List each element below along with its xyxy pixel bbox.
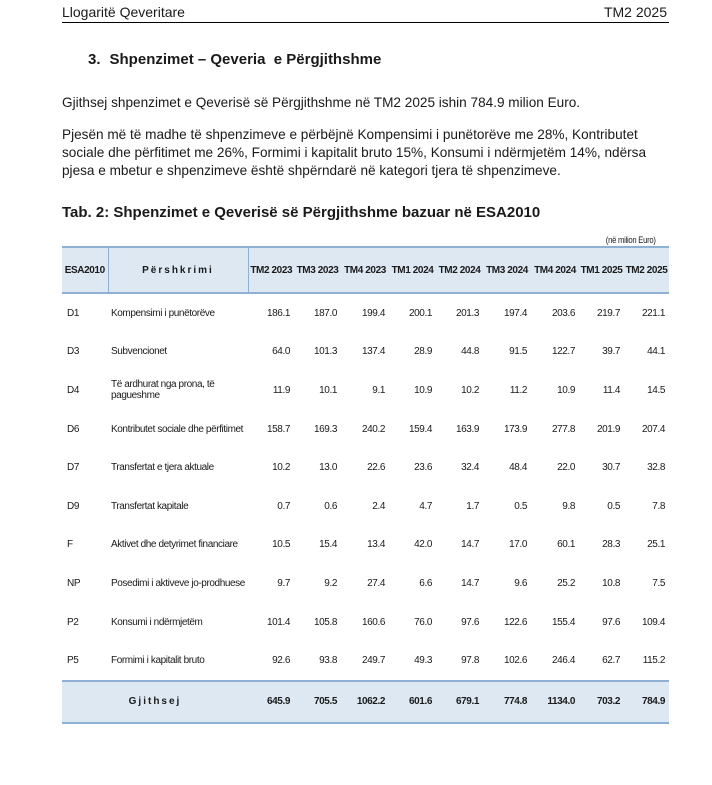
- column-header: TM2 2023: [248, 247, 294, 293]
- row-value: 48.4: [509, 462, 527, 474]
- row-value: 44.8: [461, 346, 479, 358]
- row-description: Transfertat kapitale: [111, 500, 189, 512]
- row-value: 246.4: [551, 655, 575, 667]
- row-value: 32.8: [647, 462, 665, 474]
- row-value: 17.0: [509, 539, 527, 551]
- row-value: 92.6: [272, 655, 290, 667]
- section-title: [88, 51, 381, 68]
- total-value: 1134.0: [531, 681, 579, 723]
- row-value: 197.4: [503, 307, 527, 319]
- row-value: 277.8: [551, 423, 575, 435]
- row-value: 91.5: [509, 346, 527, 358]
- row-value: 22.6: [367, 462, 385, 474]
- row-value: 14.7: [461, 539, 479, 551]
- table-row: [62, 564, 669, 603]
- row-value: 25.2: [557, 577, 575, 589]
- table-row: [62, 526, 669, 565]
- row-value: 186.1: [266, 307, 290, 319]
- row-value: 201.9: [596, 423, 620, 435]
- row-value: 187.0: [313, 307, 337, 319]
- table-row: [62, 293, 669, 333]
- row-code: D9: [67, 500, 79, 512]
- row-value: 105.8: [313, 616, 337, 628]
- row-value: 221.1: [641, 307, 665, 319]
- paragraph-breakdown: Pjesën më të madhe të shpenzimeve e përbëjnë Kompensimi i punëtorëve me 28%, Kontributet sociale dhe përfitimet me 26%, Formimi i kapitalit bruto 15%, Konsumi i ndërmjetëm 14%, ndërsa pjesa e mbetur e shpenzimeve është shpërndarë në kategori tjera të shpenzimeve.: [62, 127, 647, 178]
- row-value: 240.2: [361, 423, 385, 435]
- total-value: 601.6: [389, 681, 436, 723]
- row-value: 203.6: [551, 307, 575, 319]
- row-value: 30.7: [602, 462, 620, 474]
- row-value: 13.4: [367, 539, 385, 551]
- total-value: 703.2: [579, 681, 624, 723]
- row-value: 10.5: [272, 539, 290, 551]
- row-description: Transfertat e tjera aktuale: [111, 462, 214, 474]
- row-description: Kontributet sociale dhe përfitimet: [111, 423, 244, 435]
- row-value: 169.3: [313, 423, 337, 435]
- row-value: 76.0: [414, 616, 432, 628]
- row-description: Të ardhurat nga prona, të pagueshme: [111, 379, 215, 402]
- row-value: 97.6: [602, 616, 620, 628]
- table-header-row: [62, 247, 669, 293]
- row-value: 27.4: [367, 577, 385, 589]
- row-description: Subvencionet: [111, 346, 167, 358]
- row-value: 9.8: [562, 500, 575, 512]
- row-description: Konsumi i ndërmjetëm: [111, 616, 203, 628]
- row-code: F: [67, 539, 73, 551]
- row-value: 109.4: [641, 616, 665, 628]
- row-value: 10.9: [414, 384, 432, 396]
- column-header: TM2 2024: [436, 247, 483, 293]
- row-value: 199.4: [361, 307, 385, 319]
- row-value: 10.8: [602, 577, 620, 589]
- total-value: 1062.2: [341, 681, 389, 723]
- row-value: 44.1: [647, 346, 665, 358]
- row-value: 97.6: [461, 616, 479, 628]
- row-value: 163.9: [455, 423, 479, 435]
- row-value: 0.5: [514, 500, 527, 512]
- row-code: D4: [67, 384, 79, 396]
- row-value: 14.7: [461, 577, 479, 589]
- row-value: 64.0: [272, 346, 290, 358]
- page-header: [62, 0, 669, 23]
- row-value: 10.1: [319, 384, 337, 396]
- row-value: 219.7: [596, 307, 620, 319]
- row-value: 9.1: [372, 384, 385, 396]
- column-header: TM1 2025: [579, 247, 624, 293]
- row-value: 9.2: [324, 577, 337, 589]
- row-value: 25.1: [647, 539, 665, 551]
- row-value: 9.6: [514, 577, 527, 589]
- row-value: 101.4: [266, 616, 290, 628]
- row-value: 158.7: [266, 423, 290, 435]
- total-value: 705.5: [294, 681, 341, 723]
- row-value: 97.8: [461, 655, 479, 667]
- header-right: TM2 2025: [603, 4, 667, 20]
- table-row: [62, 448, 669, 487]
- row-value: 207.4: [641, 423, 665, 435]
- total-value: 679.1: [436, 681, 483, 723]
- row-value: 7.8: [652, 500, 665, 512]
- row-value: 11.9: [272, 384, 290, 396]
- total-label: Gjithsej: [62, 681, 248, 723]
- row-code: D7: [67, 462, 79, 474]
- row-value: 4.7: [419, 500, 432, 512]
- row-description: Formimi i kapitalit bruto: [111, 655, 205, 667]
- row-value: 11.4: [602, 384, 620, 396]
- row-value: 49.3: [414, 655, 432, 667]
- section-number: 3.: [88, 51, 101, 68]
- row-value: 0.7: [277, 500, 290, 512]
- row-code: D3: [67, 346, 79, 358]
- row-value: 173.9: [503, 423, 527, 435]
- row-value: 137.4: [361, 346, 385, 358]
- row-value: 93.8: [319, 655, 337, 667]
- row-value: 15.4: [319, 539, 337, 551]
- row-value: 23.6: [414, 462, 432, 474]
- table-row: [62, 371, 669, 410]
- expenditure-table: [62, 246, 669, 724]
- row-value: 42.0: [414, 539, 432, 551]
- row-value: 122.6: [503, 616, 527, 628]
- row-value: 28.9: [414, 346, 432, 358]
- row-value: 10.9: [557, 384, 575, 396]
- table-total-row: [62, 681, 669, 723]
- row-code: NP: [67, 577, 81, 589]
- row-value: 200.1: [408, 307, 432, 319]
- column-header: TM4 2024: [531, 247, 579, 293]
- row-code: D1: [67, 307, 79, 319]
- row-value: 60.1: [557, 539, 575, 551]
- total-value: 645.9: [248, 681, 294, 723]
- table-row: [62, 603, 669, 642]
- row-code: P2: [67, 616, 79, 628]
- row-value: 159.4: [408, 423, 432, 435]
- column-header: TM3 2024: [483, 247, 531, 293]
- row-value: 39.7: [602, 346, 620, 358]
- table-row: [62, 410, 669, 449]
- row-value: 160.6: [361, 616, 385, 628]
- column-header: ESA2010: [62, 247, 108, 293]
- row-value: 0.6: [324, 500, 337, 512]
- row-value: 10.2: [272, 462, 290, 474]
- column-header: TM4 2023: [341, 247, 389, 293]
- row-description: Aktivet dhe detyrimet financiare: [111, 539, 238, 551]
- table-row: [62, 487, 669, 526]
- row-value: 101.3: [313, 346, 337, 358]
- header-left: Llogaritë Qeveritare: [62, 4, 185, 20]
- table-body: [62, 293, 669, 681]
- row-value: 13.0: [319, 462, 337, 474]
- row-value: 28.3: [602, 539, 620, 551]
- column-header: TM3 2023: [294, 247, 341, 293]
- row-value: 7.5: [652, 577, 665, 589]
- column-header: Përshkrimi: [108, 247, 248, 293]
- row-value: 115.2: [642, 655, 665, 667]
- row-value: 249.7: [361, 655, 385, 667]
- row-value: 32.4: [461, 462, 479, 474]
- table-unit: (në milion Euro): [605, 235, 656, 245]
- row-value: 122.7: [551, 346, 575, 358]
- table-row: [62, 641, 669, 681]
- row-value: 62.7: [602, 655, 620, 667]
- total-value: 774.8: [483, 681, 531, 723]
- total-value: 784.9: [624, 681, 669, 723]
- row-value: 102.6: [503, 655, 527, 667]
- row-value: 10.2: [461, 384, 479, 396]
- table-row: [62, 333, 669, 372]
- row-code: D6: [67, 423, 79, 435]
- row-value: 2.4: [372, 500, 385, 512]
- row-value: 9.7: [277, 577, 290, 589]
- section-title-text: Shpenzimet – Qeveria e Përgjithshme: [109, 51, 382, 68]
- row-value: 6.6: [419, 577, 432, 589]
- row-description: Kompensimi i punëtorëve: [111, 307, 215, 319]
- row-value: 14.5: [647, 384, 665, 396]
- paragraph-total: Gjithsej shpenzimet e Qeverisë së Përgjithshme në TM2 2025 ishin 784.9 milion Euro.: [62, 95, 581, 110]
- row-value: 201.3: [455, 307, 479, 319]
- row-value: 155.4: [551, 616, 575, 628]
- row-value: 22.0: [557, 462, 575, 474]
- table-title: Tab. 2: Shpenzimet e Qeverisë së Përgjithshme bazuar në ESA2010: [62, 204, 541, 221]
- column-header: TM2 2025: [624, 247, 669, 293]
- row-value: 0.5: [607, 500, 620, 512]
- row-value: 1.7: [466, 500, 479, 512]
- row-value: 11.2: [509, 384, 527, 396]
- row-description: Posedimi i aktiveve jo-prodhuese: [111, 577, 245, 589]
- column-header: TM1 2024: [389, 247, 436, 293]
- row-code: P5: [67, 655, 79, 667]
